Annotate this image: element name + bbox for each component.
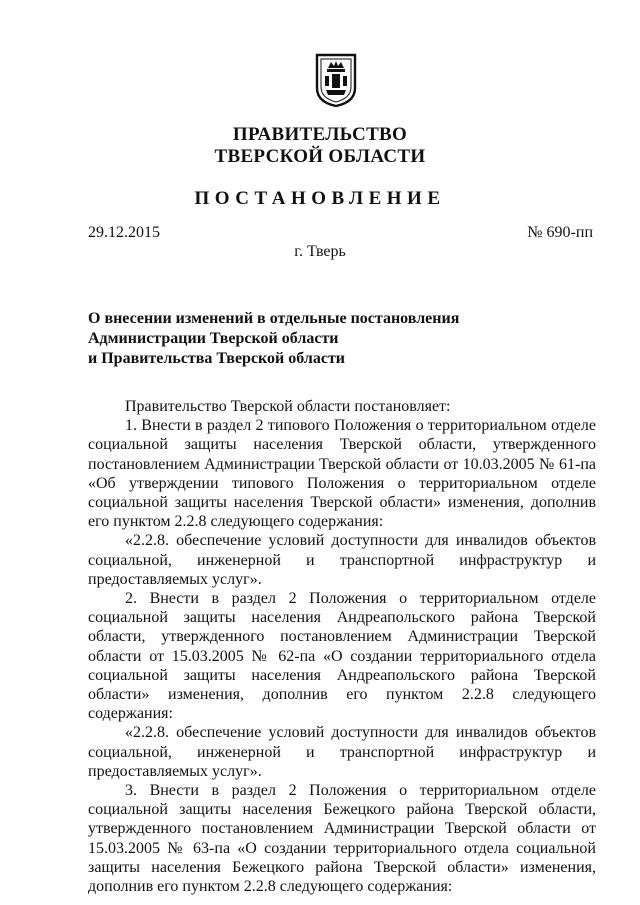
document-type-title: ПОСТАНОВЛЕНИЕ (194, 188, 446, 209)
body-paragraph: 2. Внести в раздел 2 Положения о территориальном отделе социальной защиты населения Андреапольского района Тверской области, утвержденного постановлением Администрации Тверской области от 15.03.2005 № 62-па «О создании территориального отдела социальной защиты населения Андреапольского района Тверской области» изменения, дополнив его пунктом 2.2.8 следующего содержания: (88, 590, 596, 723)
body-paragraph: 3. Внести в раздел 2 Положения о территориальном отделе социальной защиты населения Бежецкого района Тверской области, утвержденного постановлением Администрации Тверской области от 15.03.2005 № 63-па «О создании территориального отдела социальной защиты населения Бежецкого района Тверской области» изменения, дополнив его пунктом 2.2.8 следующего содержания: (88, 782, 596, 896)
body-quote: «2.2.8. обеспечение условий доступности для инвалидов объектов социальной, инженерной и транспортной инфраструктур и предоставляемых услуг». (88, 724, 596, 780)
body-paragraph: 1. Внести в раздел 2 типового Положения о территориальном отделе социальной защиты населения Тверской области, утвержденного постановлением Администрации Тверской области от 10.03.2005 № 61-па «Об утверждении типового Положения о территориальном отделе социальной защиты населения Тверской области» изменения, дополнив его пунктом 2.2.8 следующего содержания: (88, 417, 596, 531)
subject-line: и Правительства Тверской области (88, 350, 346, 367)
document-date: 29.12.2015 (88, 224, 160, 241)
subject-line: О внесении изменений в отдельные постановления (88, 310, 460, 327)
document-body (88, 397, 596, 896)
document-number: № 690-пп (527, 224, 593, 241)
body-quote: «2.2.8. обеспечение условий доступности для инвалидов объектов социальной, инженерной и транспортной инфраструктур и предоставляемых услуг». (88, 532, 596, 588)
subject-line: Администрации Тверской области (88, 330, 339, 347)
document-subject (88, 309, 528, 369)
government-name-line2: ТВЕРСКОЙ ОБЛАСТИ (214, 146, 426, 167)
body-intro: Правительство Тверской области постановляет: (125, 398, 451, 415)
document-city: г. Тверь (294, 243, 346, 260)
coat-of-arms-icon (314, 52, 358, 108)
government-name-line1: ПРАВИТЕЛЬСТВО (232, 124, 408, 145)
